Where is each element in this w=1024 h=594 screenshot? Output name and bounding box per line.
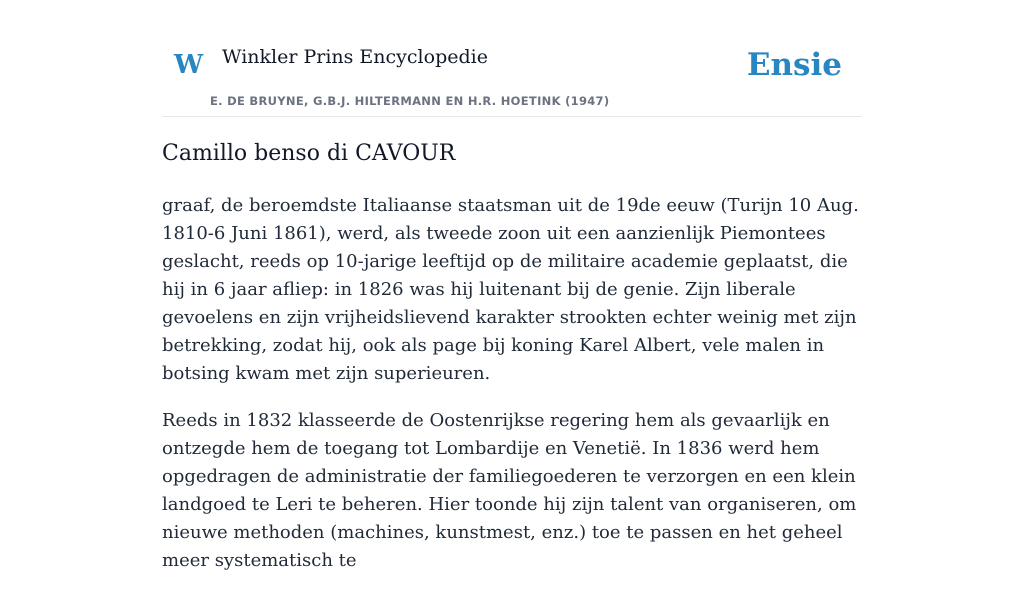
article-title: Camillo benso di CAVOUR: [162, 141, 456, 166]
article-body: [162, 192, 862, 594]
article-paragraph: graaf, de beroemdste Italiaanse staatsman uit de 19de eeuw (Turijn 10 Aug. 1810-6 Juni 1861), werd, als tweede zoon uit een aanzienlijk Piemontees geslacht, reeds op 10-jarige leeftijd op de militaire academie geplaatst, die hij in 6 jaar afliep: in 1826 was hij luitenant bij de genie. Zijn liberale gevoelens en zijn vrijheidslievend karakter strookten echter weinig met zijn betrekking, zodat hij, ook als page bij koning Karel Albert, vele malen in botsing kwam met zijn superieuren.: [162, 195, 859, 384]
article-paragraph: Reeds in 1832 klasseerde de Oostenrijkse regering hem als gevaarlijk en ontzegde hem de toegang tot Lombardije en Venetië. In 1836 werd hem opgedragen de administratie der familiegoederen te verzorgen en een klein landgoed te Leri te beheren. Hier toonde hij zijn talent van organiseren, om nieuwe methoden (machines, kunstmest, enz.) toe te passen en het geheel meer systematisch te: [162, 410, 857, 571]
publication-logo[interactable]: W: [174, 50, 204, 80]
publication-title[interactable]: Winkler Prins Encyclopedie: [222, 46, 488, 68]
publication-authors: E. DE BRUYNE, G.B.J. HILTERMANN EN H.R. HOETINK (1947): [210, 94, 610, 108]
article-page: [162, 0, 862, 571]
site-header: [162, 0, 862, 117]
brand-logo[interactable]: Ensie: [746, 47, 842, 83]
